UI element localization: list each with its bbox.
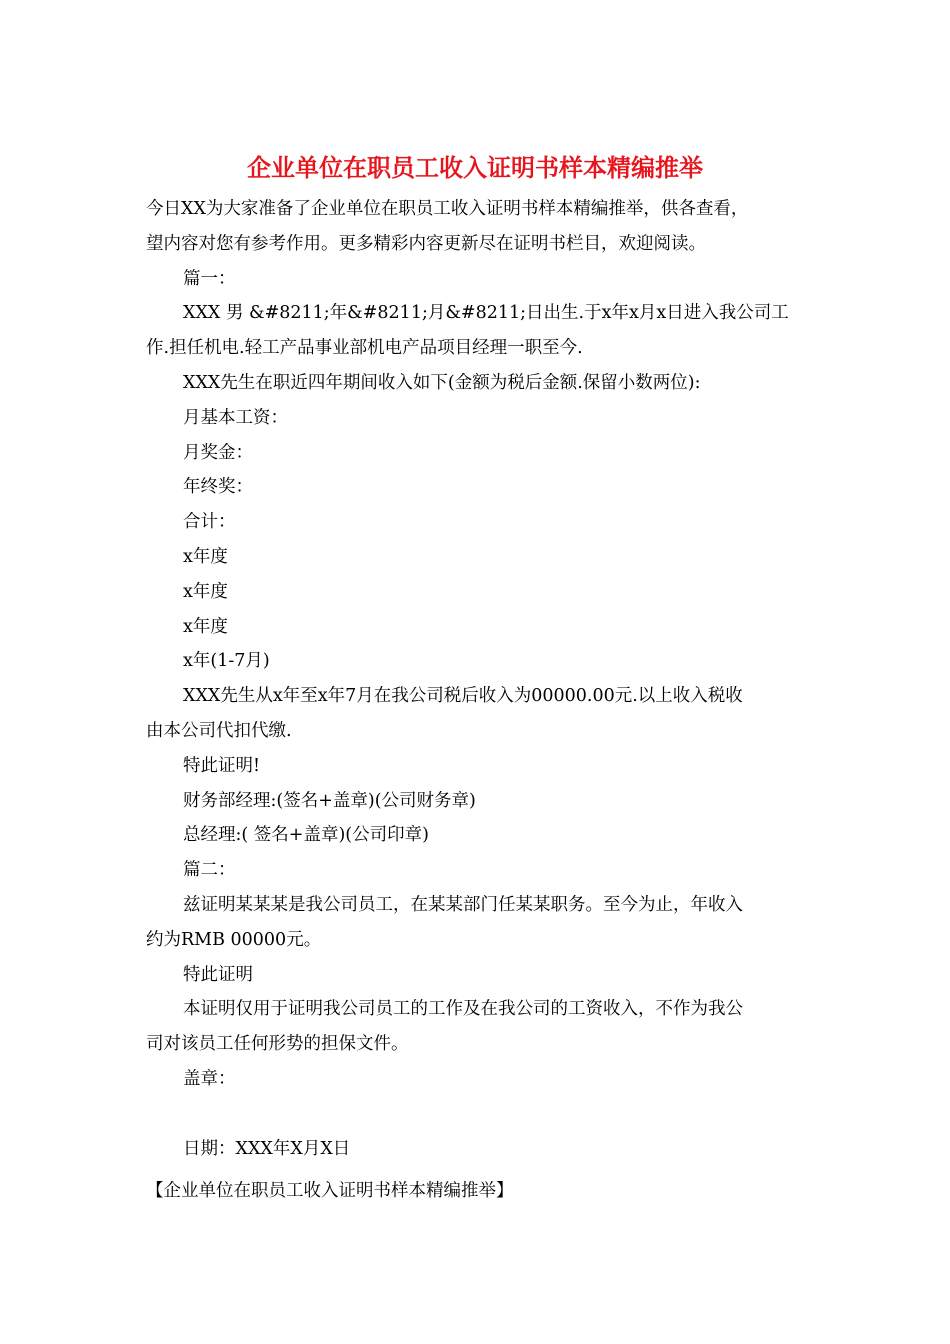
signature-manager: 总经理:( 签名+盖章)(公司印章) — [183, 825, 429, 846]
date-line: 日期：XXX年X月X日 — [183, 1138, 351, 1159]
intro-line-2: 望内容对您有参考作用。更多精彩内容更新尽在证明书栏目，欢迎阅读。 — [146, 233, 706, 254]
intro-line-1: 今日XX为大家准备了企业单位在职员工收入证明书样本精编推举，供各查看， — [146, 199, 749, 219]
year-item: x年度 — [183, 546, 228, 567]
stamp-line: 盖章： — [183, 1068, 236, 1089]
year-item: x年度 — [183, 616, 228, 637]
paragraph-line: 作.担任机电.轻工产品事业部机电产品项目经理一职至今. — [146, 338, 583, 359]
document-footer: 【企业单位在职员工收入证明书样本精编推举】 — [146, 1181, 514, 1201]
paragraph-line: 约为RMB 00000元。 — [146, 929, 322, 950]
paragraph-line: 本证明仅用于证明我公司员工的工作及在我公司的工资收入，不作为我公 — [183, 999, 743, 1020]
certify-line: 特此证明 — [183, 964, 253, 985]
paragraph-line: 兹证明某某某是我公司员工，在某某部门任某某职务。至今为止，年收入 — [183, 894, 743, 915]
blank-line — [146, 1097, 806, 1132]
paragraph-line: XXX先生在职近四年期间收入如下(金额为税后金额.保留小数两位): — [183, 372, 701, 393]
paragraph-line: XXX先生从x年至x年7月在我公司税后收入为00000.00元.以上收入税收 — [183, 686, 743, 707]
section-heading-1: 篇一： — [183, 268, 236, 289]
signature-finance: 财务部经理:(签名+盖章)(公司财务章) — [183, 790, 476, 811]
paragraph-line: 司对该员工任何形势的担保文件。 — [146, 1034, 409, 1055]
document-body — [146, 192, 806, 1166]
year-item: x年(1-7月) — [183, 651, 270, 672]
salary-item-total: 合计： — [183, 512, 236, 533]
document-title: 企业单位在职员工收入证明书样本精编推举 — [247, 153, 703, 182]
year-item: x年度 — [183, 581, 228, 602]
salary-item-bonus: 月奖金： — [183, 442, 253, 463]
section-heading-2: 篇二： — [183, 860, 236, 881]
paragraph-line: 由本公司代扣代缴. — [146, 720, 292, 741]
salary-item-year-end: 年终奖： — [183, 477, 253, 498]
paragraph-line: XXX 男 &#8211;年&#8211;月&#8211;日出生.于x年x月x日进入我公司工 — [183, 303, 789, 324]
certify-line: 特此证明! — [183, 755, 261, 776]
salary-item-base: 月基本工资： — [183, 407, 288, 428]
